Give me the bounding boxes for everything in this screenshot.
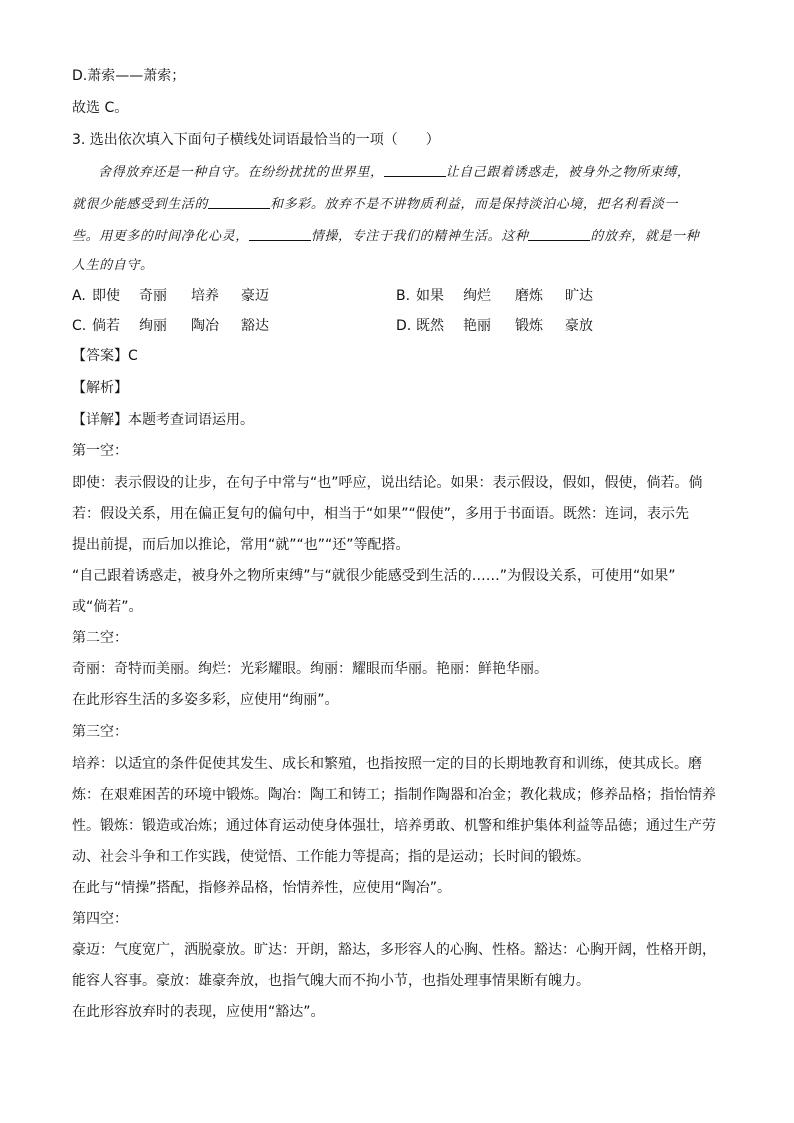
option-a [72, 286, 269, 306]
option-label: A. [72, 288, 86, 304]
blank3-text: 炼：在艰难困苦的环境中锻炼。陶冶：陶工和铸工；指制作陶器和冶金；教化栽成；修养品格；指怡情养 [72, 787, 716, 803]
blank1-text: 或“倘若”。 [72, 599, 143, 615]
option-word: 奇丽 [139, 288, 167, 304]
blank3-text: 性。锻炼：锻造或冶炼；通过体育运动使身体强壮，培养勇敢、机警和维护集体利益等品德；通过生产劳 [72, 818, 716, 834]
blank2-text: 奇丽：奇特而美丽。绚烂：光彩耀眼。绚丽：耀眼而华丽。艳丽：鲜艳华丽。 [72, 661, 548, 677]
option-word: 如果 [416, 288, 444, 304]
blank1-text: 提出前提，而后加以推论，常用“就”“也”“还”等配搭。 [72, 537, 410, 553]
passage-text: 就很少能感受到生活的 [72, 197, 209, 212]
passage-text: 些。用更多的时间净化心灵， [72, 229, 249, 244]
option-word: 豪放 [565, 318, 593, 334]
blank1-text: “自己跟着诱惑走，被身外之物所束缚”与“就很少能感受到生活的……”为假设关系，可使用“如果” [72, 568, 676, 584]
blank2-text: 在此形容生活的多姿多彩，应使用“绚丽”。 [72, 692, 339, 708]
option-word: 豁达 [241, 318, 269, 334]
blank1-text: 若：假设关系，用在偏正复句的偏句中，相当于“如果”“假使”，多用于书面语。既然：连词，表示先 [72, 506, 690, 522]
detail-line: 【详解】本题考查词语运用。 [72, 412, 254, 428]
answer-blank-4 [528, 226, 590, 241]
option-b [396, 286, 593, 306]
option-word: 艳丽 [463, 318, 491, 334]
blank4-text: 在此形容放弃时的表现，应使用“豁达”。 [72, 1004, 325, 1020]
option-d [396, 316, 593, 336]
passage-text: 情操，专注于我们的精神生活。这种 [310, 229, 529, 244]
passage-line-1 [98, 162, 690, 183]
blank3-text: 在此与“情操”搭配，指修养品格，怡情养性，应使用“陶冶”。 [72, 880, 452, 896]
passage-text: 和多彩。放弃不是不讲物质利益，而是保持淡泊心境，把名利看淡一 [270, 197, 679, 212]
option-word: 即使 [92, 288, 120, 304]
blank3-title: 第三空： [72, 724, 128, 740]
answer-blank-1 [384, 162, 446, 177]
option-word: 豪迈 [241, 288, 269, 304]
prev-choice: 故选 C。 [72, 100, 129, 116]
blank3-text: 动、社会斗争和工作实践，使觉悟、工作能力等提高；指的是运动；长时间的锻炼。 [72, 849, 590, 865]
passage-text: 舍得放弃还是一种自守。在纷纷扰扰的世界里， [98, 165, 384, 180]
blank1-text: 即使：表示假设的让步，在句子中常与“也”呼应，说出结论。如果：表示假设，假如，假使，倘若。倘 [72, 475, 703, 491]
answer-blank-2 [208, 194, 270, 209]
passage-line-2 [72, 194, 678, 215]
option-word: 旷达 [565, 288, 593, 304]
answer-blank-3 [249, 226, 311, 241]
blank1-title: 第一空： [72, 443, 128, 459]
option-word: 陶冶 [191, 318, 219, 334]
option-word: 绚烂 [463, 288, 491, 304]
option-word: 培养 [191, 288, 219, 304]
analysis-heading: 【解析】 [72, 380, 128, 396]
option-word: 锻炼 [515, 318, 543, 334]
option-label: D. [396, 318, 412, 334]
passage-line-3 [72, 226, 699, 247]
prev-option-d: D.萧索——萧索； [72, 68, 186, 84]
blank2-title: 第二空： [72, 630, 128, 646]
passage-text: 让自己跟着诱惑走，被身外之物所束缚， [445, 165, 691, 180]
option-word: 绚丽 [139, 318, 167, 334]
blank4-text: 豪迈：气度宽广，洒脱豪放。旷达：开朗，豁达，多形容人的心胸、性格。豁达：心胸开阔，性格开朗， [72, 942, 716, 958]
blank4-title: 第四空： [72, 911, 128, 927]
answer-line: 【答案】C [72, 348, 138, 364]
passage-line-4: 人生的自守。 [72, 258, 154, 273]
blank3-text: 培养：以适宜的条件促使其发生、成长和繁殖，也指按照一定的目的长期地教育和训练，使其成长。磨 [72, 756, 702, 772]
option-label: B. [396, 288, 411, 304]
option-c [72, 316, 269, 336]
option-label: C. [72, 318, 87, 334]
blank4-text: 能容人容事。豪放：雄豪奔放，也指气魄大而不拘小节，也指处理事情果断有魄力。 [72, 973, 590, 989]
passage-text: 的放弃，就是一种 [590, 229, 700, 244]
question-stem: 3. 选出依次填入下面句子横线处词语最恰当的一项（ ） [72, 132, 440, 148]
option-word: 磨炼 [515, 288, 543, 304]
option-word: 既然 [416, 318, 444, 334]
option-word: 倘若 [92, 318, 120, 334]
